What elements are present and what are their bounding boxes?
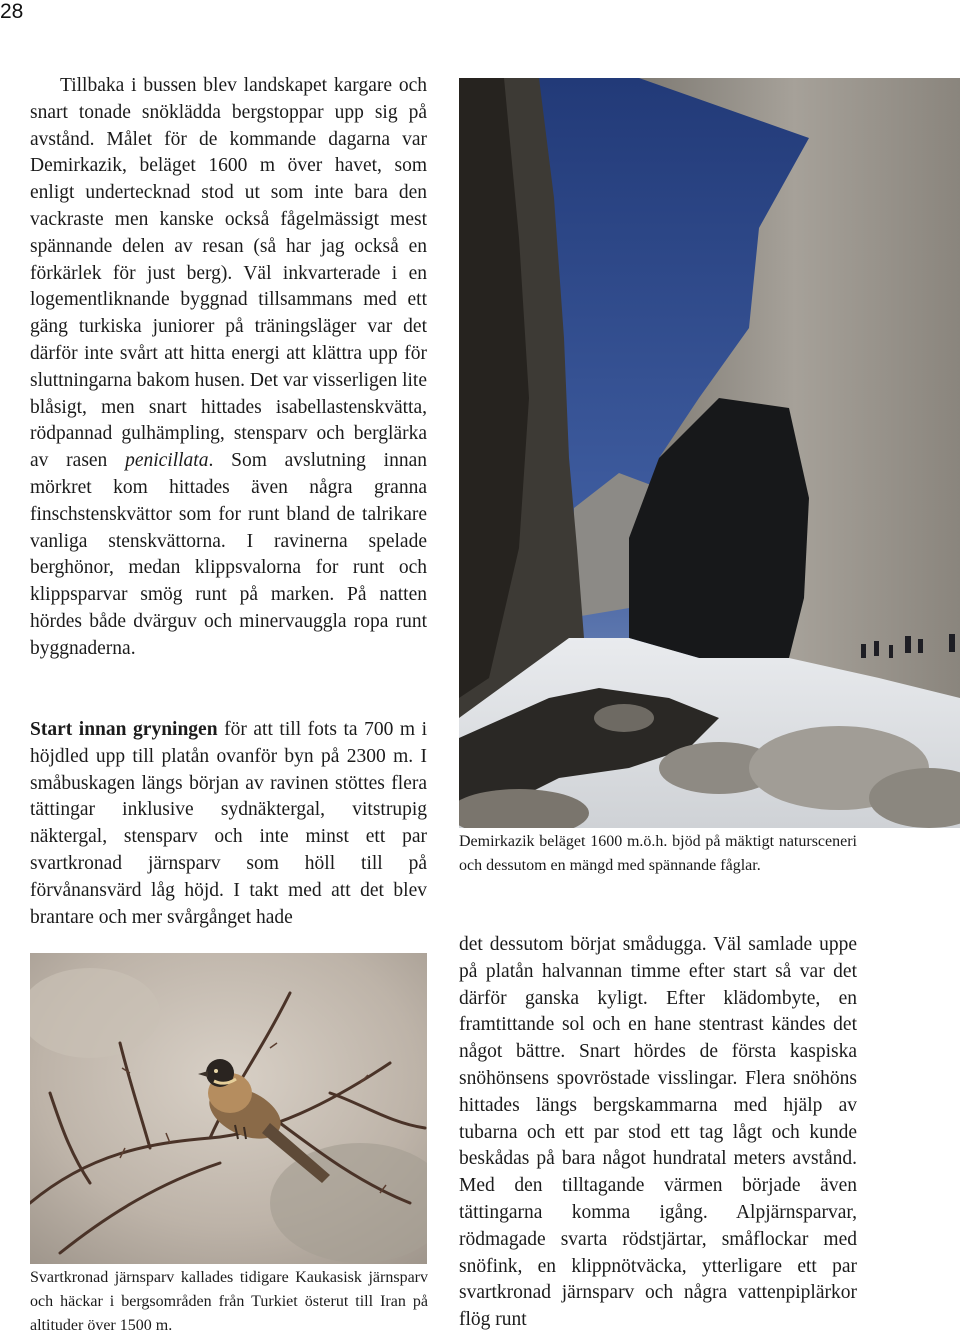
start-text: för att till fots ta 700 m i höjdled upp till platån ovanför byn på 2300 m. I småbuskagen längs början av ravinen stöttes flera tättingar inklusive sydnäktergal, vitstrupig näktergal, stensparv och inte minst ett par svartkronad järnsparv som höll till på förvånansvärd låg höjd. I takt med att det blev brantare och mer svårgånget hade [30,719,428,928]
bird-on-branch-illustration [30,953,427,1264]
bird-photo-caption: Svartkronad järnsparv kallades tidigare Kaukasisk järnsparv och häckar i bergsområden från Turkiet österut till Iran på altituder över 1500 m. [30,1269,428,1334]
intro-text-part2: . Som avslutning innan mörkret kom hittades även några granna finschstenskvättor som for runt bland de talrikare vanliga stenskvättorna. I ravinerna spelade berghönor, medan klippsvalorna for runt och klippsparvar smög runt på marken. På natten hördes både dvärguv och minervauggla ropa runt byggnaderna. [30,450,427,659]
intro-italic-term: penicillata [125,450,209,472]
mountain-gorge-photo [459,78,960,828]
continuation-paragraph [459,932,857,1334]
mountain-gorge-illustration [459,78,960,828]
page-number: 28 [0,0,24,23]
start-paragraph [30,717,427,931]
intro-paragraph [30,73,427,663]
mountain-photo-caption: Demirkazik beläget 1600 m.ö.h. bjöd på mäktigt natursceneri och dessutom en mängd med spännande fåglar. [459,833,857,874]
bird-photo [30,953,427,1264]
start-lead-heading: Start innan gryningen [30,719,218,740]
continuation-text: det dessutom börjat smådugga. Väl samlade uppe på platån halvannan timme efter start så var det därför ganska kyligt. Efter klädombyte, en framtittande sol och en hane stentrast kändes det något bättre. Snart hördes de första kaspiska snöhönsens spovröstade visslingar. Flera snöhöns hittades längs bergskammarna med hjälp av tubarna och ett par stod ett tag lågt och kunde beskådas på bara något hundratal meters avstånd. Med den tilltagande värmen började även tättingarna komma igång. Alpjärnsparvar, rödmagade svarta rödstjärtar, småflockar med snöfink, en klippnötväcka, ytterligare ett par svartkronad järnsparv och några vattenpiplärkor flög runt [459,934,857,1331]
intro-text-part1: Tillbaka i bussen blev landskapet kargare och snart tonade snöklädda bergstoppar upp sig på avstånd. Målet för de kommande dagarna var Demirkazik, beläget 1600 m över havet, som enligt undertecknad stod ut som inte bara den vackraste men kanske också fågelmässigt mest spännande delen av resan (så har jag också en förkärlek för just berg). Väl inkvarterade i en logementliknande byggnad tillsammans med ett gäng turkiska juniorer på träningsläger var det därför inte svårt att hitta energi att klättra upp för sluttningarna bakom husen. Det var visserligen lite blåsigt, men snart hittades isabellastenskvätta, rödpannad gulhämpling, stensparv och berglärka av rasen [30,75,427,472]
